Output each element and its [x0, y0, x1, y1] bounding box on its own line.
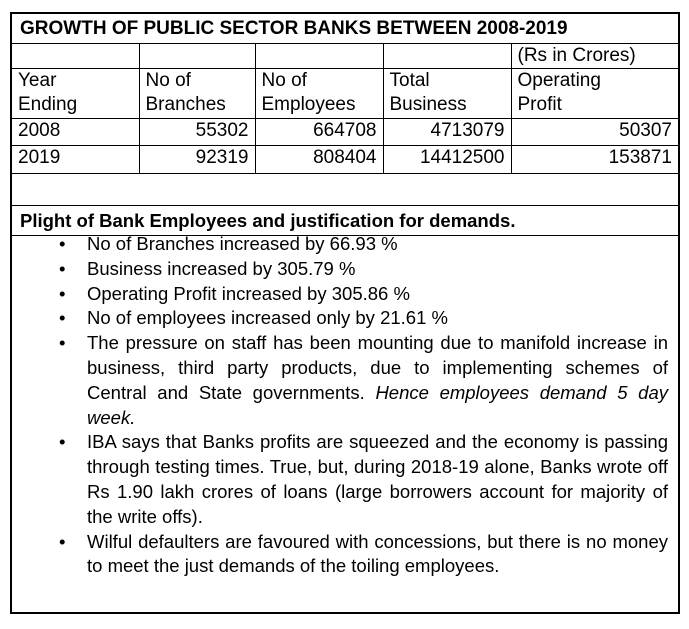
bullet-icon: •	[59, 530, 66, 552]
bullet-icon: •	[59, 233, 66, 254]
section-heading: Plight of Bank Employees and justification for demands.	[12, 205, 678, 236]
cell-employees: 664708	[255, 119, 383, 146]
bullet-icon: •	[59, 257, 66, 279]
table-units-note: (Rs in Crores)	[511, 44, 678, 69]
table-cell	[139, 44, 255, 69]
bullet-icon: •	[59, 307, 66, 329]
table-header-row	[12, 69, 678, 119]
column-header-employees: No of Employees	[255, 69, 383, 119]
list-item	[12, 306, 678, 331]
table-cell	[255, 44, 383, 69]
list-item	[12, 282, 678, 307]
list-item-text: Wilful defaulters are favoured with concessions, but there is no money to meet the just demands of the toiling employees.	[87, 530, 668, 577]
cell-profit: 153871	[511, 146, 678, 174]
table-cell	[383, 44, 511, 69]
column-header-year: Year Ending	[12, 69, 139, 119]
bullet-icon: •	[59, 332, 66, 354]
growth-table	[12, 44, 678, 174]
cell-business: 4713079	[383, 119, 511, 146]
bullet-icon: •	[59, 431, 66, 453]
cell-employees: 808404	[255, 146, 383, 174]
document-title: GROWTH OF PUBLIC SECTOR BANKS BETWEEN 2008-2019	[12, 14, 678, 44]
cell-profit: 50307	[511, 119, 678, 146]
emphasis-text: Hence employees demand 5 day week.	[87, 381, 668, 428]
bullet-list	[12, 232, 678, 579]
document-frame	[10, 12, 680, 614]
list-item-text: IBA says that Banks profits are squeezed and the economy is passing through testing times. True, but, during 2018-19 alone, Banks wrote off Rs 1.90 lakh crores of loans (large borrowers account for majority of the write offs).	[87, 431, 668, 527]
list-item	[12, 331, 678, 430]
column-header-business: Total Business	[383, 69, 511, 119]
list-item-text: Operating Profit increased by 305.86 %	[87, 282, 410, 304]
table-cell	[12, 44, 139, 69]
list-item	[12, 257, 678, 282]
table-row	[12, 146, 678, 174]
table-row	[12, 119, 678, 146]
column-header-profit: Operating Profit	[511, 69, 678, 119]
column-header-branches: No of Branches	[139, 69, 255, 119]
cell-year: 2019	[12, 146, 139, 174]
list-item-text: The pressure on staff has been mounting due to manifold increase in business, third party products, due to implementing schemes of Central and State governments. Hence employees demand 5 day week.	[87, 332, 668, 428]
table-note-row	[12, 44, 678, 69]
bullet-icon: •	[59, 282, 66, 304]
list-item	[12, 232, 678, 257]
list-item-text: No of employees increased only by 21.61 %	[87, 307, 448, 329]
cell-branches: 55302	[139, 119, 255, 146]
cell-business: 14412500	[383, 146, 511, 174]
cell-year: 2008	[12, 119, 139, 146]
list-item	[12, 430, 678, 529]
list-item	[12, 530, 678, 580]
list-item-text: No of Branches increased by 66.93 %	[87, 233, 398, 254]
cell-branches: 92319	[139, 146, 255, 174]
list-item-text: Business increased by 305.79 %	[87, 257, 356, 279]
